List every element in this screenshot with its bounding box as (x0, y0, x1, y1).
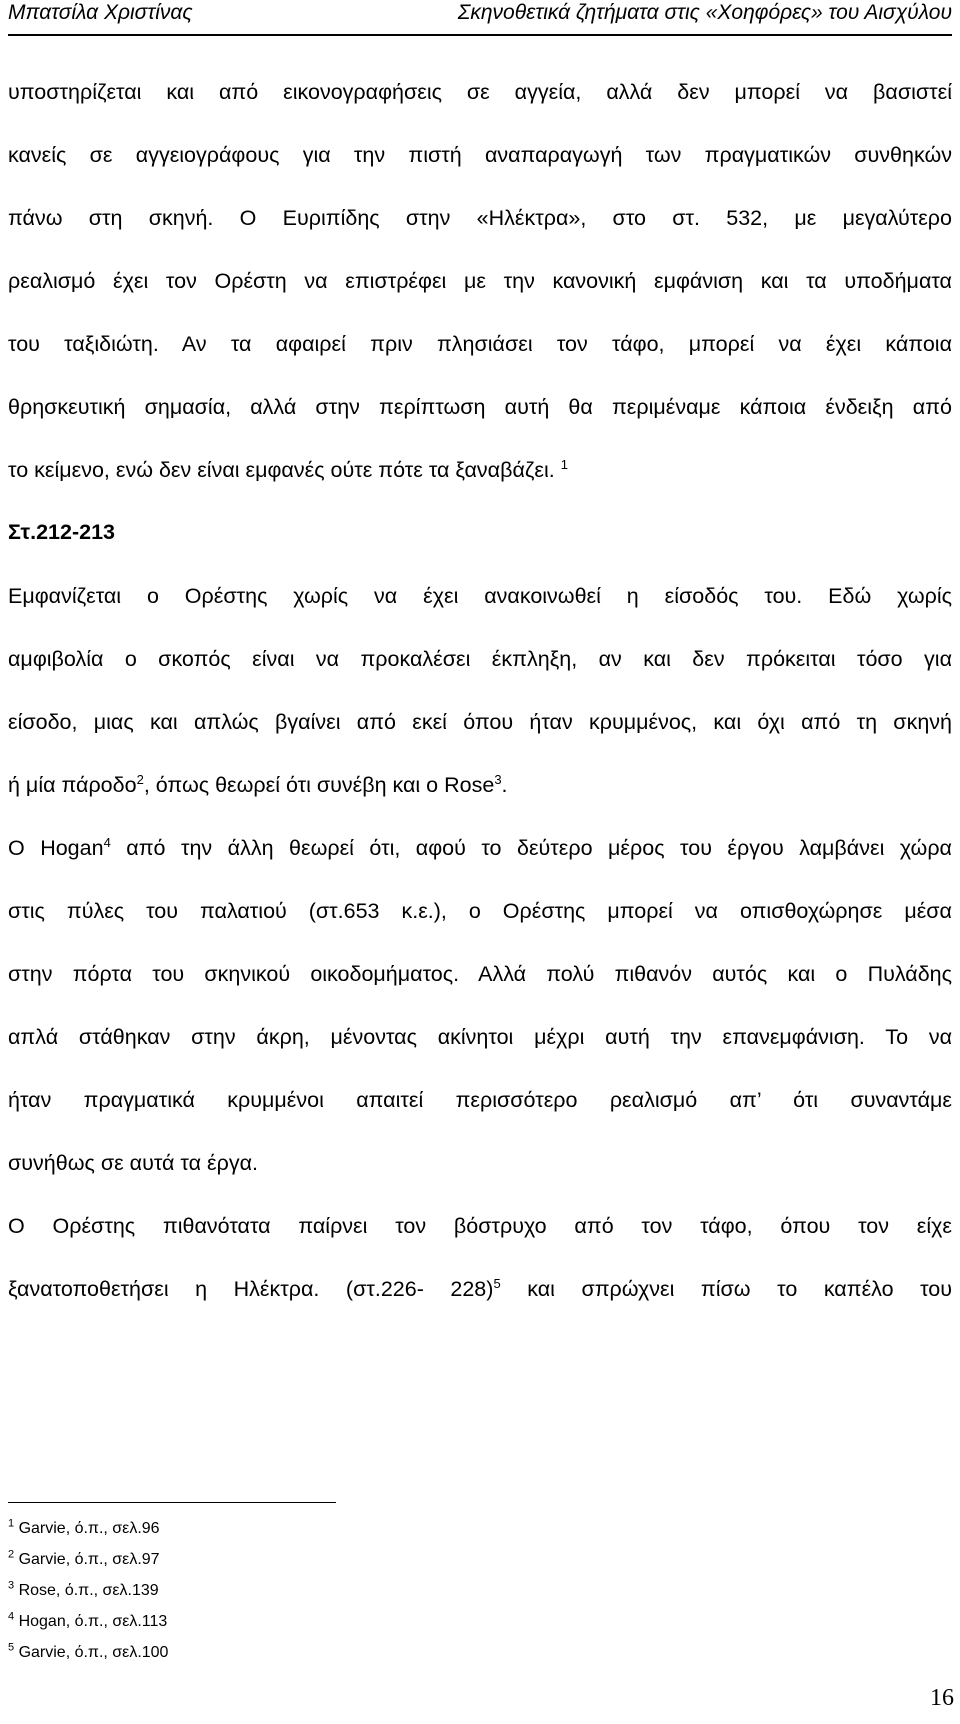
header-author: Μπατσίλα Χριστίνας (8, 1, 193, 24)
footnote-ref[interactable]: 2 (136, 771, 144, 787)
footnote-ref[interactable]: 3 (494, 771, 502, 787)
text-line: θρησκευτική σημασία, αλλά στην περίπτωση αυτή θα περιμέναμε κάποια ένδειξη από (8, 395, 952, 419)
footnote-number: 4 (8, 1610, 15, 1623)
footnote-item: $^5$ Garvie, ό.π., σελ.100 (8, 1641, 169, 1661)
text-line: ή μία πάροδο$^2$, όπως θεωρεί ότι συνέβη και ο Rose$^3$. (8, 771, 508, 797)
section-heading: Στ.212-213 (8, 520, 116, 544)
footnote-ref[interactable]: 4 (103, 834, 111, 850)
footnote-ref[interactable]: 5 (493, 1275, 501, 1291)
header-title: Σκηνοθετικά ζητήματα στις «Χοηφόρες» του Αισχύλου (457, 1, 952, 24)
text-line: ρεαλισμό έχει τον Ορέστη να επιστρέφει με την κανονική εμφάνιση και τα υποδήματα (8, 269, 952, 293)
text-line: είσοδο, μιας και απλώς βγαίνει από εκεί όπου ήταν κρυμμένος, και όχι από τη σκηνή (8, 710, 952, 734)
footnote-separator (8, 1502, 336, 1503)
text-line: κανείς σε αγγειογράφους για την πιστή αναπαραγωγή των πραγματικών συνθηκών (8, 143, 952, 167)
footnote-item: $^4$ Hogan, ό.π., σελ.113 (8, 1610, 168, 1630)
footnote-item: $^3$ Rose, ό.π., σελ.139 (8, 1579, 159, 1599)
page-header (8, 0, 952, 36)
footnote-number: 5 (8, 1641, 15, 1654)
footnote-item: $^1$ Garvie, ό.π., σελ.96 (8, 1517, 160, 1537)
footnote-item: $^2$ Garvie, ό.π., σελ.97 (8, 1548, 160, 1568)
footnote-number: 1 (8, 1517, 15, 1530)
text-line: υποστηρίζεται και από εικονογραφήσεις σε αγγεία, αλλά δεν μπορεί να βασιστεί (8, 80, 952, 104)
text-line: του ταξιδιώτη. Αν τα αφαιρεί πριν πλησιάσει τον τάφο, μπορεί να έχει κάποια (8, 332, 952, 356)
text-line: στις πύλες του παλατιού (στ.653 κ.ε.), ο Ορέστης μπορεί να οπισθοχώρησε μέσα (8, 899, 952, 923)
text-line: αμφιβολία ο σκοπός είναι να προκαλέσει έκπληξη, αν και δεν πρόκειται τόσο για (8, 647, 952, 671)
text-line: ξανατοποθετήσει η Ηλέκτρα. (στ.226- 228)$^5$ και σπρώχνει πίσω το καπέλο του (8, 1275, 952, 1301)
text-line: Εμφανίζεται ο Ορέστης χωρίς να έχει ανακοινωθεί η είσοδός του. Εδώ χωρίς (8, 584, 952, 608)
text-line: συνήθως σε αυτά τα έργα. (8, 1151, 258, 1175)
text-line: Ο Ορέστης πιθανότατα παίρνει τον βόστρυχο από τον τάφο, όπου τον είχε (8, 1214, 952, 1238)
text-line: το κείμενο, ενώ δεν είναι εμφανές ούτε πότε τα ξαναβάζει. $^1$ (8, 456, 568, 482)
text-line: στην πόρτα του σκηνικού οικοδομήματος. Αλλά πολύ πιθανόν αυτός και ο Πυλάδης (8, 962, 952, 986)
footnote-number: 3 (8, 1579, 15, 1592)
text-line: ήταν πραγματικά κρυμμένοι απαιτεί περισσότερο ρεαλισμό απ’ ότι συναντάμε (8, 1088, 952, 1112)
text-line: απλά στάθηκαν στην άκρη, μένοντας ακίνητοι μέχρι αυτή την επανεμφάνιση. Το να (8, 1025, 952, 1049)
text-line: Ο Hogan$^4$ από την άλλη θεωρεί ότι, αφού το δεύτερο μέρος του έργου λαμβάνει χώρα (8, 834, 952, 860)
page-number: 16 (930, 1685, 954, 1711)
text-line: πάνω στη σκηνή. Ο Ευριπίδης στην «Ηλέκτρα», στο στ. 532, με μεγαλύτερο (8, 206, 952, 230)
footnote-number: 2 (8, 1548, 15, 1561)
footnote-ref[interactable]: 1 (560, 456, 568, 472)
